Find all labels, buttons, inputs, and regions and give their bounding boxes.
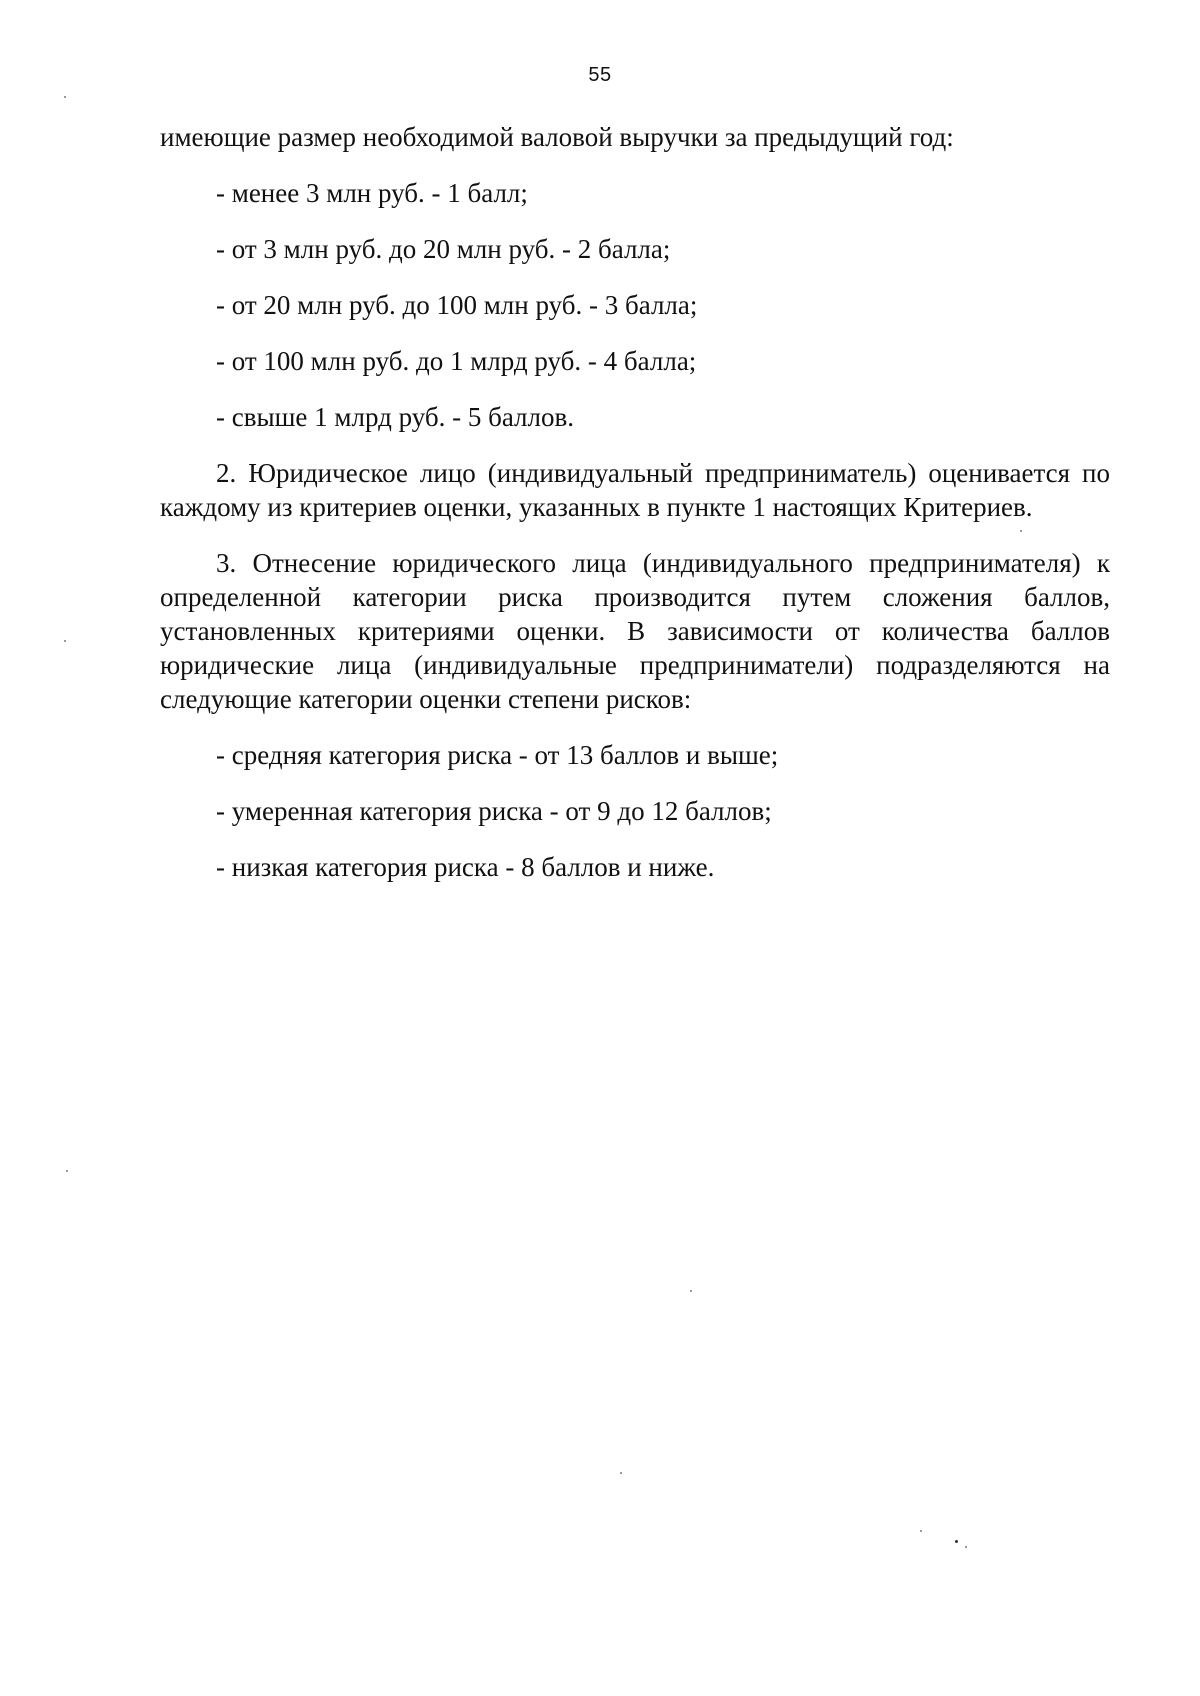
scan-speck <box>955 1540 958 1543</box>
revenue-item: - от 20 млн руб. до 100 млн руб. - 3 балла; <box>216 290 698 320</box>
risk-item: - умеренная категория риска - от 9 до 12 баллов; <box>216 796 772 826</box>
scan-speck <box>920 1530 922 1532</box>
intro-line: имеющие размер необходимой валовой выручки за предыдущий год: <box>160 122 954 152</box>
revenue-item: - от 3 млн руб. до 20 млн руб. - 2 балла; <box>216 234 671 264</box>
risk-item: - средняя категория риска - от 13 баллов и выше; <box>216 740 779 770</box>
revenue-criteria-list <box>160 176 1110 434</box>
revenue-item: - свыше 1 млрд руб. - 5 баллов. <box>216 402 575 432</box>
scan-speck <box>620 1472 622 1474</box>
risk-category-list <box>160 738 1110 884</box>
paragraph-2: 2. Юридическое лицо (индивидуальный предприниматель) оценивается по каждому из критериев оценки, указанных в пункте 1 настоящих Критериев. <box>160 458 1110 522</box>
risk-item: - низкая категория риска - 8 баллов и ниже. <box>216 852 715 882</box>
scan-speck <box>66 1170 68 1172</box>
document-body <box>160 120 1110 906</box>
scan-speck <box>64 640 66 642</box>
scan-speck <box>690 1290 692 1292</box>
scan-speck <box>1020 530 1022 532</box>
revenue-item: - менее 3 млн руб. - 1 балл; <box>216 178 528 208</box>
scan-speck <box>965 1546 967 1548</box>
page-number: 55 <box>588 64 612 86</box>
revenue-item: - от 100 млн руб. до 1 млрд руб. - 4 балла; <box>216 346 697 376</box>
paragraph-3: 3. Отнесение юридического лица (индивидуального предпринимателя) к определенной категории риска производится путем сложения баллов, установленных критериями оценки. В зависимости от количества баллов юридические лица (индивидуальные предприниматели) подразделяются на следующие категории оценки степени рисков: <box>160 548 1110 714</box>
scan-speck <box>64 96 66 98</box>
